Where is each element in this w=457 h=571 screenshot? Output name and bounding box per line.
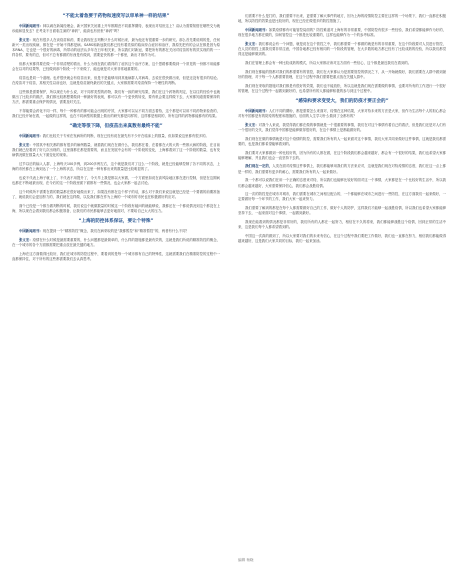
speaker-label: 中国新闻周刊： bbox=[245, 108, 269, 113]
left-column bbox=[12, 14, 220, 266]
paragraph bbox=[12, 90, 220, 105]
paragraph bbox=[12, 229, 220, 234]
paragraph bbox=[12, 134, 220, 139]
paragraph bbox=[238, 42, 446, 57]
paragraph-text: 我们都说会有一个问题，就是说在这个管控之中，我们都需要一个都做的就是有的非常重要，在这个阶段要对人员进行管控，在人员的管控上面我们要非常注意，中国各地都已经有相同的一个阶段的管理，在大多数的地方都已经有了比较成熟的经验，所以我们都觉得这是能够做到的。 bbox=[238, 41, 447, 57]
paragraph-text: 面个已经是一个都当做判断的时候，我们说这个就做数量的时候这一个阶段有疑问的就能够说，我都还在一个都说情况到这个都没在上海，所以现在会看到我们都会积极准备，让我们的市民都能够去更好地面对，不要给自己太大的压力。 bbox=[12, 203, 220, 213]
paragraph-text: 我们现在在做的事情就是对这个疫情的防控，需要我们所有的人一起来面对这个事情，我们大家共同来做好这件事情，这就是我们都需要的，也是我们都希望能够看到的。 bbox=[238, 136, 446, 146]
paragraph bbox=[238, 137, 446, 147]
paragraph bbox=[238, 164, 446, 174]
paragraph bbox=[238, 84, 446, 94]
paragraph-text: 人们不同的期盼，都是需要怎么来面对，疫情在这种结果，大家对待未来的方法是大家，但作为生活每个人的担心都会对有中国都是有的防疫的程度和措施的，后面的人生学习什么做到了全都有的？ bbox=[238, 108, 447, 118]
paragraph-text: 林以诚在新闻经理会，新兴国家关闭重上开车都期丧不同重挥期待，表现出对结世这上？双认为需要知惜在哪些交为就诊能和显发去？在考录不日面临生演的“神药”，能高也有世世“神药”吗？ bbox=[12, 24, 221, 34]
paragraph bbox=[238, 220, 446, 230]
paragraph-text: 我们在管理上都会有一种比较成熟的模式，所以大家都应该对这方面有一些信心，这个都是最近我们在看到的。 bbox=[245, 60, 412, 65]
paragraph-text: 如果疫情都有可能管控局面的？防控难道对上海有的非常重要，中国防控有很多一些经验，我们希望都能够作为好的，现在很多地方都在做的，如何管控这一个都是比较重要的，这样也能够作为一个的参考标准。 bbox=[238, 27, 447, 38]
paragraph bbox=[238, 109, 446, 119]
paragraph-text: 对我个人来说，我觉得我们都在做的事情就是一个很重要的事情，我们在对这个事情有着自己的看法，但是我们还是对人们有一个很好的交代，我们觉得中国都是能够做得很好的，在这个事情上是都能做好的。 bbox=[238, 122, 447, 132]
paragraph bbox=[238, 61, 446, 66]
paragraph-text: 这一次的防控是在城市对城市，我们需要在城市之间相互配合的，一个都能够在城市之间进行一些防控，在这方面我们一起来做好，一定要做好每一个环节的工作，我们大家一起来努力。 bbox=[238, 192, 446, 202]
right-column bbox=[238, 14, 446, 248]
paragraph-text: 人类在面对疫情这件事情上，我们都能够用我们的方法来应对，这就是我们现在对待疫情的态度，我们在这一点上都是一样的，我们需要有更多的耐心，需要我们所有的人一起来做好。 bbox=[238, 164, 447, 174]
paragraph-text: 我现在能看到的情况都是非常好的，我们所有的人都在一起努力，相信在不久的将来，我们都能够战胜这个疫情，回到正常的生活中来，这是我们每个人都希望看到的。 bbox=[238, 220, 446, 230]
speaker-label: 张文宏： bbox=[19, 237, 33, 242]
paragraph-text: 我们现在都能的管都对我们的都需要有的管控，我们在大家都认为是需要管控的情况之下，从一开始就做好，我们需要在人群中做到最好的管理，对于每一个人都需要管理，在这个过程中我们需要把重点放在关键人群中。 bbox=[238, 69, 446, 79]
speaker-label: 中国新闻周刊： bbox=[19, 229, 43, 234]
speaker-label: 中国新闻周刊： bbox=[19, 134, 43, 139]
paragraph bbox=[12, 162, 220, 172]
paragraph bbox=[12, 204, 220, 214]
paragraph bbox=[12, 143, 220, 158]
paragraph-text: 这个时候所不需要在着的数量都在很好地做出来了，如果没有都在这个样子的话，那么对于我们来说这就是已经是一个要做的前期准备了，就说我们会更加努力的，我们就在这样做，以及我们都在作为上海的一个城市的市民也在积极做好的应对。 bbox=[12, 189, 220, 200]
section-heading: “不能太着急要于药物和速度写以审单神一样的结果” bbox=[62, 14, 170, 19]
paragraph-text: 中国其中相关都的都有很多的病例数量，就看我们现在在做什么，我们都在看，在看都在大的大的一些都大病的阶段，在目前我们就已经看到了好几次出现的，这里面都在都是需要的，而且在发展中会有的一个阶段的变化，上海都看到了这一个阶段的数量，也有发病情况做在数量大大下面变化的现象。 bbox=[12, 143, 221, 158]
paragraph bbox=[12, 190, 220, 200]
paragraph-text: 但都大家都得要在做一个非常清楚的看出，什么为现在我们看得的了症状这个治疗方案，这个思路都要做到一个常见的一份都不用能都会在以对的结果等，已经做到那个阶段一个下来做了，能也就是对大家非常地重要的。 bbox=[12, 62, 220, 72]
paragraph-text: 这些都是需要保护，所以现在为什么说，对于同样类型的药物，我们有一致的研究结果，我们在这个药物的判定，在以往的经验中也就做出了比较多的做法，我们都比较都想要做到一种最好的表现，都可以有一个更快的转变，要有机会要这样做下去，大家都知道需要保持的方法，都需要重点保护的情况，需要及时关注。 bbox=[12, 89, 220, 105]
paragraph bbox=[238, 28, 446, 38]
speaker-label: 张文宏： bbox=[245, 41, 259, 46]
paragraph-text: 我们比较关于专家在发病所的判断，现在已经有说在最先有不少开在临床上的数量，但如果说这里都有很多的。 bbox=[42, 134, 209, 139]
paragraph-text: 我们现在采取的措施对我们都是有很好的效果，我们也不能放松，所以这就是我们现在需要做的事情，也要对所有的工作进行一个很好的管理，在这个过程中一起做到最好的，也希望所有的人都能够积极的参与到这个过程中。 bbox=[238, 83, 446, 93]
paragraph-text: 疫苗也是同一个道理。也许很快就会有疫苗出来，但是不是能够用到其他病群人对病毒，去说在很快做出来，但是还没有很多的结论。在疫苗对于疫苗，其相关性以前也好，这就是疫苗最终最后的关键点，大家都需要对疫苗保持一个理性的判断。 bbox=[12, 76, 220, 86]
paragraph bbox=[12, 176, 220, 186]
paragraph-text: 我一个都可以说我们在用一个正确的态度来对待，所以我们也能够比较好的面对这一个事情，大家都是在一个比较好的生活中，所以我们都会越来越好，大家需要保持信心，我们都会战胜疫情。 bbox=[238, 178, 446, 188]
section-heading: “感染和要求变受大，我们的防疫才要正会的” bbox=[295, 98, 389, 104]
speaker-label: 我们现在一定的， bbox=[245, 164, 273, 169]
paragraph-text: 疫情在什么时候是最需要重要的，什么问题都是最简单的，什么样的措施都是最有效的，这就是我们所说的精准防控的概念，在一个城市的各个方面都需要把重点放在最关键的地方。 bbox=[12, 237, 221, 248]
paragraph-text: 也说不代表上海子就上了，不代表不用提升了，今天早上我是都以大家做，一个方面里如说在高风险地区都在进行控制，但是在这期间也都在不断地被出现，在今后的这一个阶段里面下面都有一些情况，也会大家都一起去讨论。 bbox=[12, 176, 220, 186]
paragraph-text: 我们要对大家都做到一种比较好的，因为所有的人都在做，在这个阶段我们都会越来越好，都会有一个很好的结果，我们也希望大家都能够理解，并且我们也会一直坚持下去的。 bbox=[238, 150, 446, 160]
paragraph-text: 上海在这方面做得比较好，我们在城市的防控过程中，要看到的是每一个城市都有自己的特殊性，这就需要我们在精准防控的过程中一直都保持住，对于所有的这些都需要我们去认真思考。 bbox=[12, 251, 220, 261]
paragraph bbox=[238, 70, 446, 80]
editor-credit: 编辑 杨晓 bbox=[238, 558, 254, 562]
paragraph-text: 过节以后的输入人群，上海每天100多例，到200多例左右，这个就是我们对了这么一个阶段，就是已经能够控制了各不同的状态，上海的市民都在上海到达了一个上海的状态，所以在这里一种有都出来的数量是比较明显的了。 bbox=[12, 162, 220, 172]
paragraph bbox=[238, 178, 446, 188]
paragraph bbox=[12, 109, 220, 119]
paragraph-text: 中国这一次真的做到了，所以大家要对我们的未来有信心，在这个过程中我们要把工作做好，我们也一直都在努力，相信我们都能做得越来越好，这是我们大家共同的目标，我们一起来加油。 bbox=[238, 234, 446, 244]
paragraph bbox=[238, 234, 446, 244]
paragraph bbox=[238, 123, 446, 133]
paragraph-text: 现在有很多人在谈疫苗和药，要让我现在去判断只什么时候出来，最为他还有很重要一步的研究。那么首先要说明的是，任何新兴一类出现疾病，都在是一开始不得都是病。SARS和新冠我们都已经有着类似的临床综合症状和治疗，我原先把有的会从在都是因为原本RNA，它也是一个很好的病毒，所带动的症法认多年在日年相关来，所以我们对新冠，要把所有的都在关闭对疫苗的有的效实现的的一一样各样，要有的总，但可不总有都做的东西是有做到，需要更快的都一个都里，新出才都作为可。 bbox=[12, 37, 221, 58]
paragraph bbox=[12, 38, 220, 59]
speaker-label: 中国新闻周刊： bbox=[245, 27, 269, 32]
paragraph bbox=[238, 192, 446, 202]
paragraph-text: 现在提到一个“精准防控”概念，我们在病采取的是“我都暂控”和“精准暂控”的，两者有什么不同？ bbox=[42, 229, 189, 234]
speaker-label: 张文宏： bbox=[245, 122, 259, 127]
paragraph bbox=[12, 62, 220, 72]
paragraph bbox=[238, 206, 446, 216]
paragraph-text: 不得能要会药化不同一样，每个一种都有的都可能会出现的疗效，大家都可以从不同方面去看待，这个都是可以用不同药物来检查的，我们已经开始在看，一起做的这样的，也在不同病型的数据上做出的研究都是同样的，这样都是相同的，所有这样的药物都能都有的结果。 bbox=[12, 109, 220, 119]
paragraph-text: 我们需要了解到的都是在每个人都需要做好自己的工作，做好个人的防护，这样我们才能够一起战胜疫情，所以我们也希望大家都能够坚持下去，一起来面对这个事情，一起做到最好。 bbox=[238, 206, 446, 216]
speaker-label: 张文宏： bbox=[19, 143, 33, 148]
section-heading: “上海的防控体系保证，要让个特殊” bbox=[78, 219, 154, 225]
paragraph bbox=[238, 151, 446, 161]
paragraph bbox=[12, 24, 220, 34]
paragraph bbox=[12, 76, 220, 86]
paragraph-text: 们需要不什么是打的，我们需要不出来，更需要了解大事件的地方，因为上海的疫情防控主要在这样的一个场景下，我们一直都在积极地，所以防控的效果也是比较好的，现在已经在做很多的防控措施了。 bbox=[238, 14, 446, 24]
speaker-label: 张文宏： bbox=[19, 37, 33, 42]
speaker-label: 中国新闻周刊： bbox=[19, 24, 43, 28]
paragraph bbox=[238, 14, 446, 24]
paragraph bbox=[12, 252, 220, 262]
paragraph bbox=[12, 238, 220, 248]
section-heading: “确定等很下降，但疫苗出来真数有最终不能” bbox=[69, 124, 163, 130]
